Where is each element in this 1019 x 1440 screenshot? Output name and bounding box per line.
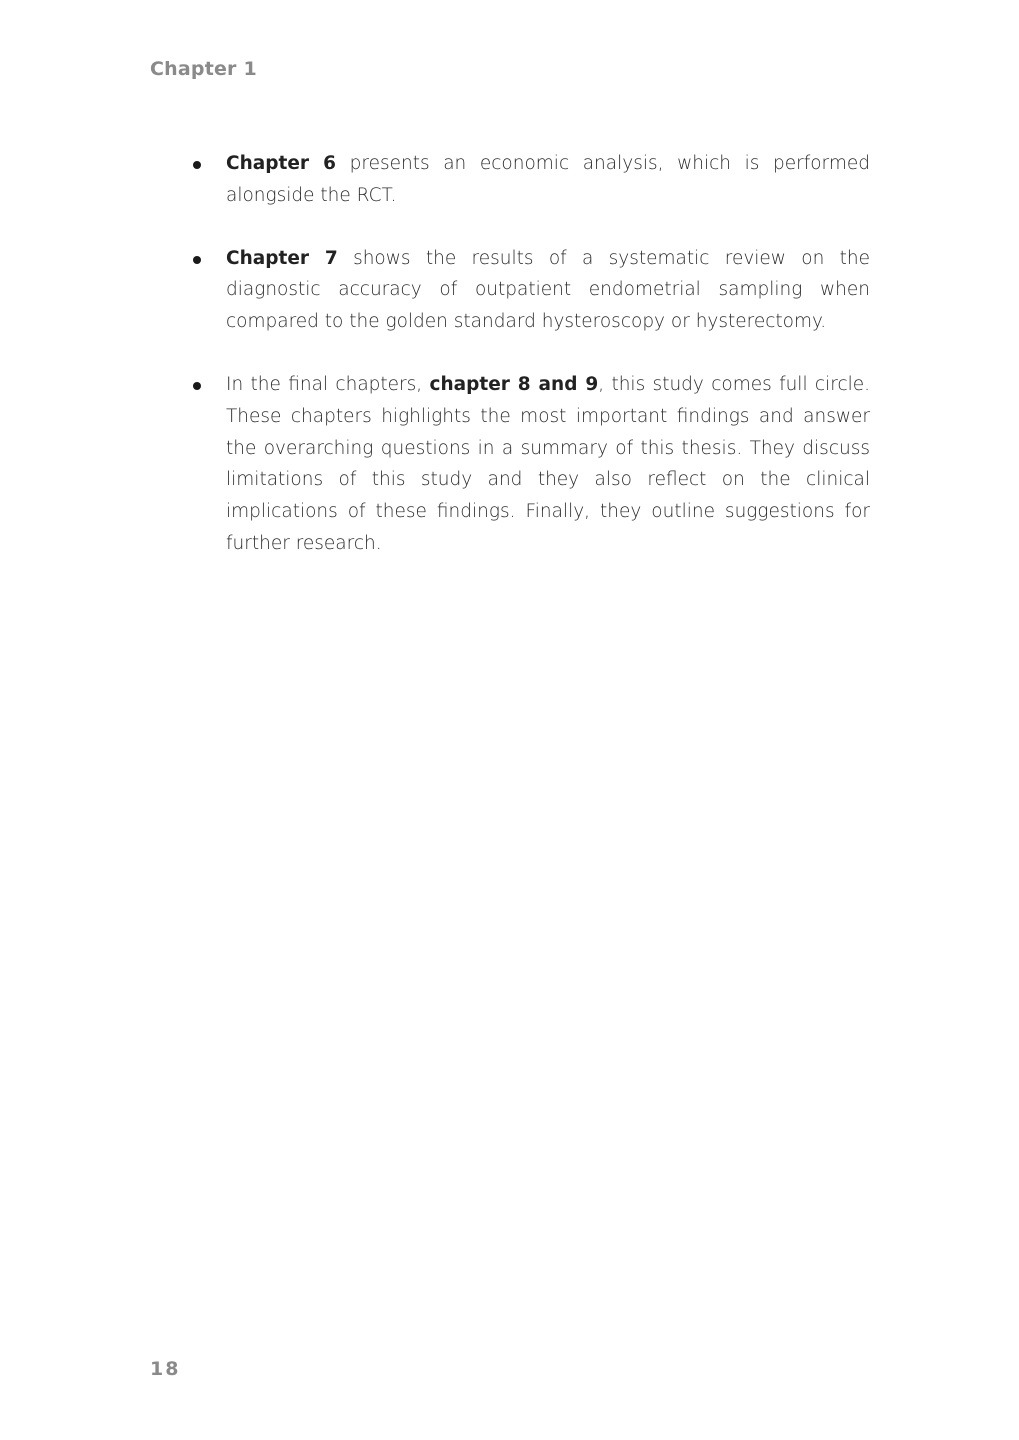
list-item: [190, 369, 870, 560]
bullet-icon: [193, 161, 201, 169]
bullet-bold-text: chapter 8 and 9: [429, 373, 599, 395]
list-item: [190, 243, 870, 338]
bullet-body-text: shows the results of a systematic review on the diagnostic accuracy of outpatient endometrial sampling when compared to the golden standard hysteroscopy or hysterectomy.: [226, 247, 870, 333]
bullet-lead-text: In the final chapters,: [226, 373, 430, 395]
running-head: Chapter 1: [150, 58, 257, 80]
bullet-body-text: , this study comes full circle. These chapters highlights the most important findings and answer the overarching questions in a summary of this thesis. They discuss limitations of this study and they also reflect on the clinical implications of these findings. Finally, they outline suggestions for further research.: [226, 373, 871, 554]
bullet-body-text: presents an economic analysis, which is performed alongside the RCT.: [226, 153, 870, 206]
bullet-bold-text: Chapter 7: [226, 247, 338, 269]
chapter-summary-list: [190, 148, 870, 591]
bullet-bold-text: Chapter 6: [226, 153, 337, 174]
bullet-icon: [193, 382, 201, 390]
bullet-icon: [193, 256, 201, 264]
list-item: [190, 148, 870, 212]
page-number: 18: [150, 1358, 181, 1380]
